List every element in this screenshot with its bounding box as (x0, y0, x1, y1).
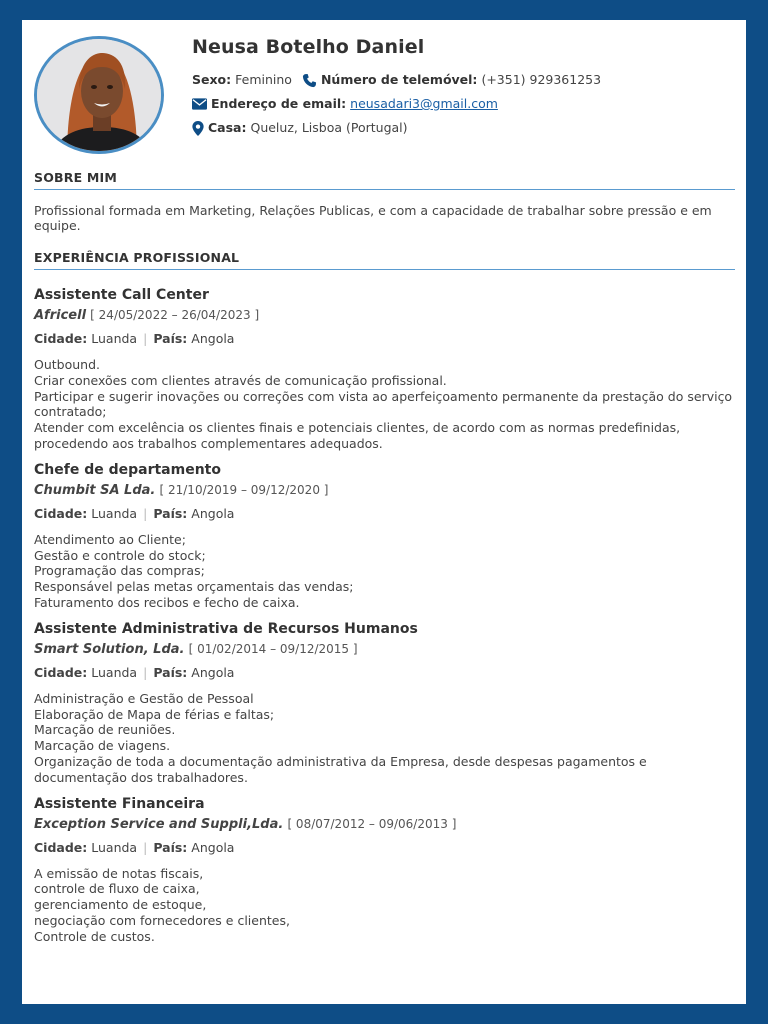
job-country: Angola (191, 505, 235, 521)
job-entry (34, 620, 735, 786)
home-line (192, 116, 732, 140)
job-entry (34, 286, 735, 452)
profile-photo (34, 36, 164, 154)
job-country: Angola (191, 331, 235, 346)
job-description-line: Responsável pelas metas orçamentais das vendas; (34, 579, 354, 595)
country-label: País: (153, 331, 188, 346)
personal-info (192, 36, 732, 140)
sex-value: Feminino (235, 72, 292, 87)
home-value: Queluz, Lisboa (Portugal) (250, 120, 408, 135)
job-description-line: Marcação de viagens. (34, 738, 171, 754)
job-company: Smart Solution, Lda. (34, 641, 185, 657)
job-description-line: A emissão de notas fiscais, (34, 865, 204, 881)
phone-value: (+351) 929361253 (481, 72, 602, 87)
home-label: Casa: (208, 120, 247, 135)
job-description-line: Marcação de reuniões. (34, 722, 176, 738)
job-city: Luanda (91, 331, 138, 346)
cv-sheet (22, 20, 746, 1004)
job-company: Africell (34, 308, 87, 323)
job-country: Angola (191, 664, 235, 680)
job-city: Luanda (91, 505, 138, 521)
job-description-line: Atendimento ao Cliente; (34, 531, 186, 547)
job-description (34, 691, 735, 786)
job-dates: [ 24/05/2022 – 26/04/2023 ] (90, 308, 260, 322)
location-pin-icon (192, 121, 204, 136)
job-description-line: Faturamento dos recibos e fecho de caixa. (34, 594, 300, 610)
job-description-line: Elaboração de Mapa de férias e faltas; (34, 706, 275, 722)
separator: | (143, 331, 148, 346)
job-company-line (34, 638, 735, 661)
frame-right-top (746, 0, 768, 82)
frame-top (0, 0, 768, 20)
email-link[interactable]: neusadari3@gmail.com (350, 96, 498, 111)
about-text: Profissional formada em Marketing, Relações Publicas, e com a capacidade de trabalhar sobre pressão e em equipe. (34, 203, 712, 233)
frame-bottom (0, 1004, 768, 1024)
job-description-line: negociação com fornecedores e clientes, (34, 912, 290, 928)
experience-list (34, 286, 735, 954)
job-description (34, 357, 735, 452)
country-label: País: (153, 664, 188, 680)
separator: | (143, 664, 148, 680)
job-company-line (34, 479, 735, 502)
job-location (34, 661, 735, 685)
job-location (34, 502, 735, 526)
job-description-line: Controle de custos. (34, 928, 155, 944)
job-city: Luanda (91, 664, 138, 680)
job-description-line: Participar e sugerir inovações ou correções com vista ao aperfeiçoamento permanente da prestação do serviço contratado; (34, 388, 733, 420)
country-label: País: (153, 839, 188, 855)
job-entry (34, 461, 735, 611)
person-name: Neusa Botelho Daniel (192, 36, 425, 58)
about-section-title: SOBRE MIM (34, 170, 735, 190)
sex-label: Sexo: (192, 72, 232, 87)
separator: | (143, 839, 148, 855)
job-company-line (34, 813, 735, 836)
job-location (34, 836, 735, 860)
envelope-icon (192, 98, 207, 110)
job-title: Assistente Administrativa de Recursos Humanos (34, 620, 418, 637)
job-title: Assistente Financeira (34, 795, 205, 812)
email-line (192, 92, 732, 116)
city-label: Cidade: (34, 664, 88, 680)
separator: | (143, 505, 148, 521)
city-label: Cidade: (34, 839, 88, 855)
phone-label: Número de telemóvel: (320, 72, 478, 87)
experience-section-title: EXPERIÊNCIA PROFISSIONAL (34, 250, 735, 270)
job-entry (34, 795, 735, 945)
job-description-line: Administração e Gestão de Pessoal (34, 690, 254, 706)
frame-left-top (0, 0, 22, 82)
job-dates: [ 21/10/2019 – 09/12/2020 ] (159, 482, 329, 497)
job-description-line: Gestão e controle do stock; (34, 547, 206, 563)
profile-photo-image (37, 39, 164, 154)
city-label: Cidade: (34, 331, 88, 346)
job-city: Luanda (91, 839, 138, 855)
job-description-line: Atender com excelência os clientes finais e potenciais clientes, de acordo com as normas predefinidas, procedendo aos trabalhos complementares adequados. (34, 420, 681, 451)
job-company: Chumbit SA Lda. (34, 482, 156, 498)
job-description-line: Criar conexões com clientes através de comunicação profissional. (34, 372, 447, 388)
country-label: País: (153, 505, 188, 521)
job-dates: [ 08/07/2012 – 09/06/2013 ] (287, 816, 457, 831)
sex-phone-line (192, 68, 732, 92)
job-description-line: Outbound. (34, 357, 100, 372)
job-description (34, 532, 735, 611)
job-title: Chefe de departamento (34, 461, 221, 478)
frame-right-bottom (746, 942, 768, 1024)
job-title: Assistente Call Center (34, 287, 209, 303)
job-country: Angola (191, 839, 235, 855)
job-company: Exception Service and Suppli,Lda. (34, 816, 284, 832)
job-location (34, 327, 735, 351)
job-dates: [ 01/02/2014 – 09/12/2015 ] (188, 641, 358, 656)
job-description-line: Programação das compras; (34, 563, 205, 579)
job-description-line: controle de fluxo de caixa, (34, 881, 200, 897)
phone-icon (302, 73, 317, 88)
frame-left-bottom (0, 942, 22, 1024)
job-description (34, 866, 735, 945)
job-description-line: Organização de toda a documentação administrativa da Empresa, desde despesas pagamentos e documentação dos trabalhadores. (34, 753, 647, 785)
job-company-line (34, 304, 735, 327)
email-label: Endereço de email: (211, 96, 347, 111)
city-label: Cidade: (34, 505, 88, 521)
job-description-line: gerenciamento de estoque, (34, 897, 207, 913)
